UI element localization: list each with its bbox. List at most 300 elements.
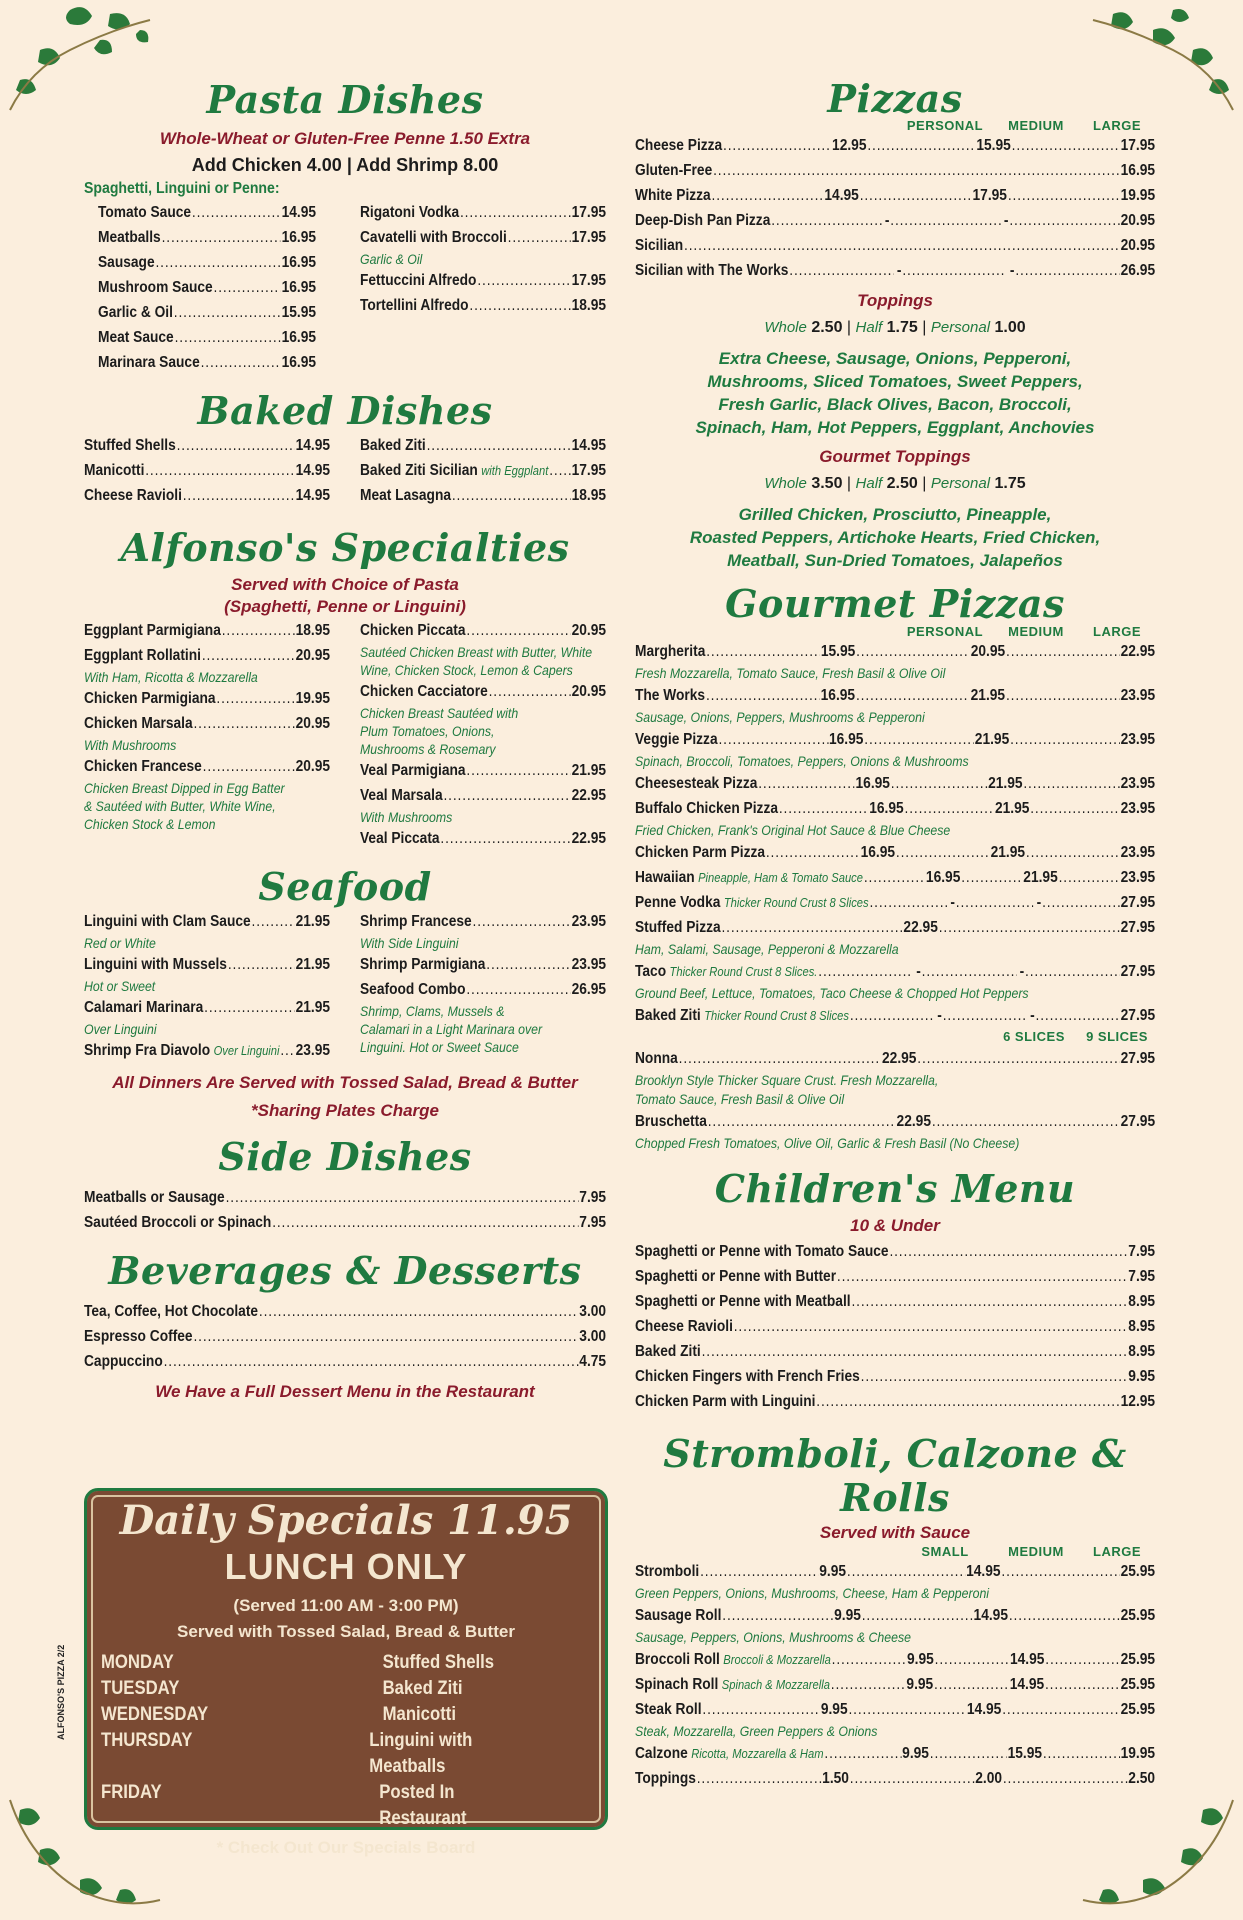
item-inline-note: Thicker Round Crust 8 Slices. bbox=[669, 964, 818, 979]
menu-item bbox=[360, 433, 606, 458]
leader-dots bbox=[961, 865, 1022, 890]
item-name: Sautéed Broccoli or Spinach bbox=[84, 1214, 272, 1231]
leader-dots bbox=[1012, 133, 1120, 158]
menu-item bbox=[98, 250, 316, 275]
item-price: 27.95 bbox=[1120, 1113, 1156, 1130]
specialties-right-list bbox=[360, 618, 606, 851]
header-large: LARGE bbox=[1093, 118, 1141, 133]
item-price: 14.95 bbox=[966, 1701, 1002, 1718]
item-price: 14.95 bbox=[824, 187, 859, 204]
item-name: Marinara Sauce bbox=[98, 354, 200, 371]
item-price: - bbox=[937, 1007, 942, 1024]
menu-item bbox=[635, 840, 1155, 865]
menu-item bbox=[360, 483, 606, 508]
g-header-large: LARGE bbox=[1093, 624, 1141, 639]
item-description: Mushrooms & Rosemary bbox=[360, 741, 496, 757]
item-price: 20.95 bbox=[295, 647, 331, 664]
daily-specials-days bbox=[87, 1650, 605, 1832]
leader-dots bbox=[280, 1038, 294, 1063]
menu-item bbox=[635, 1647, 1155, 1672]
header-9-slices: 9 SLICES bbox=[1086, 1029, 1148, 1044]
leader-dots bbox=[779, 796, 869, 821]
topping-line: Extra Cheese, Sausage, Onions, Pepperoni, bbox=[718, 349, 1072, 368]
leader-dots bbox=[1002, 1697, 1120, 1722]
seafood-items bbox=[84, 909, 606, 1063]
item-name: Cappuccino bbox=[84, 1353, 163, 1370]
leader-dots bbox=[956, 890, 1034, 915]
leader-dots bbox=[722, 1603, 833, 1628]
item-price: 20.95 bbox=[1120, 237, 1156, 254]
item-description: Plum Tomatoes, Onions, bbox=[360, 723, 495, 739]
leader-dots bbox=[460, 200, 571, 225]
menu-item bbox=[635, 1046, 1155, 1071]
day-dish: Stuffed Shells bbox=[382, 1652, 495, 1673]
item-price: 17.95 bbox=[972, 187, 1007, 204]
item-price: 9.95 bbox=[902, 1745, 929, 1762]
leader-dots bbox=[939, 915, 1120, 940]
menu-item bbox=[84, 1210, 606, 1235]
leader-dots bbox=[856, 683, 970, 708]
item-inline-note: Thicker Round Crust 8 Slices bbox=[723, 895, 869, 910]
leader-dots bbox=[228, 952, 295, 977]
leader-dots bbox=[850, 1766, 975, 1791]
children-list bbox=[635, 1239, 1155, 1414]
leader-dots bbox=[896, 840, 990, 865]
item-price: 25.95 bbox=[1120, 1701, 1156, 1718]
item-price: 3.00 bbox=[579, 1303, 607, 1320]
item-name: Spaghetti or Penne with Butter bbox=[635, 1268, 837, 1285]
item-price: 16.95 bbox=[1120, 162, 1156, 179]
item-name: Sausage bbox=[98, 254, 155, 271]
menu-item bbox=[635, 1559, 1155, 1584]
leader-dots bbox=[1023, 771, 1119, 796]
pizzas-list bbox=[635, 133, 1155, 283]
item-inline-note: Spinach & Mozzarella bbox=[721, 1677, 830, 1692]
item-description: Fresh Mozzarella, Tomato Sauce, Fresh Basil & Olive Oil bbox=[635, 665, 946, 681]
item-description: Chopped Fresh Tomatoes, Olive Oil, Garlic & Fresh Basil (No Cheese) bbox=[635, 1135, 1020, 1151]
children-note: 10 & Under bbox=[850, 1216, 940, 1235]
menu-item bbox=[635, 133, 1155, 158]
item-price: 14.95 bbox=[1009, 1676, 1045, 1693]
leader-dots bbox=[831, 1672, 906, 1697]
leader-dots bbox=[192, 200, 281, 225]
leader-dots bbox=[216, 686, 294, 711]
pizzas-title: Pizzas bbox=[827, 76, 963, 121]
item-name: Baked Ziti bbox=[635, 1343, 701, 1360]
item-name: Penne Vodka bbox=[635, 894, 721, 911]
menu-item bbox=[360, 909, 606, 934]
leader-dots bbox=[1006, 639, 1120, 664]
item-price: 18.95 bbox=[571, 487, 607, 504]
stromboli-note: Served with Sauce bbox=[819, 1523, 971, 1542]
item-description: Ham, Salami, Sausage, Pepperoni & Mozzarella bbox=[635, 941, 899, 957]
item-price: 19.95 bbox=[295, 690, 331, 707]
item-name: Linguini with Mussels bbox=[84, 956, 227, 973]
item-price: 16.95 bbox=[281, 329, 317, 346]
gourmet-toppings-list bbox=[635, 503, 1155, 572]
item-price: 22.95 bbox=[896, 1113, 931, 1130]
beverages-footer: We Have a Full Dessert Menu in the Restaurant bbox=[155, 1382, 535, 1401]
baked-right-list bbox=[360, 433, 606, 508]
item-price: 7.95 bbox=[579, 1214, 607, 1231]
leader-dots bbox=[706, 683, 820, 708]
item-description: & Sautéed with Butter, White Wine, bbox=[84, 798, 276, 814]
slices-headers bbox=[635, 1028, 1155, 1046]
day-name: FRIDAY bbox=[101, 1782, 162, 1803]
item-price: 16.95 bbox=[281, 279, 317, 296]
menu-item bbox=[635, 1603, 1155, 1628]
item-price: 21.95 bbox=[988, 775, 1023, 792]
item-price: 20.95 bbox=[970, 643, 1006, 660]
leader-dots bbox=[935, 1647, 1009, 1672]
item-price: 14.95 bbox=[281, 204, 317, 221]
leader-dots bbox=[702, 1339, 1128, 1364]
item-price: 1.50 bbox=[822, 1770, 849, 1787]
baked-title: Baked Dishes bbox=[197, 388, 493, 433]
g-personal-label: Personal bbox=[930, 475, 991, 492]
item-price: 21.95 bbox=[295, 999, 331, 1016]
leader-dots bbox=[758, 771, 854, 796]
leader-dots bbox=[1001, 1559, 1119, 1584]
item-price: 9.95 bbox=[834, 1607, 861, 1624]
specialties-left-list bbox=[84, 618, 330, 851]
item-description: Sautéed Chicken Breast with Butter, White bbox=[360, 644, 593, 660]
leader-dots bbox=[549, 458, 571, 483]
leader-dots bbox=[214, 275, 281, 300]
item-description: Red or White bbox=[84, 935, 156, 951]
menu-item bbox=[635, 1389, 1155, 1414]
item-name: Gluten-Free bbox=[635, 162, 713, 179]
g-header-medium: MEDIUM bbox=[1008, 624, 1064, 639]
menu-item bbox=[84, 754, 330, 779]
item-name: Baked Ziti bbox=[360, 437, 426, 454]
topping-line: Fresh Garlic, Black Olives, Bacon, Broccoli, bbox=[718, 395, 1072, 414]
seafood-left-list bbox=[84, 909, 330, 1063]
item-price: 19.95 bbox=[1120, 1745, 1156, 1762]
item-price: 21.95 bbox=[295, 956, 331, 973]
leader-dots bbox=[708, 1109, 896, 1134]
item-name: Meatballs bbox=[98, 229, 161, 246]
day-name: THURSDAY bbox=[101, 1730, 193, 1751]
menu-item bbox=[635, 959, 1155, 984]
menu-item bbox=[635, 1339, 1155, 1364]
leader-dots bbox=[718, 727, 828, 752]
item-name: Chicken Marsala bbox=[84, 715, 193, 732]
item-name: Cavatelli with Broccoli bbox=[360, 229, 507, 246]
leader-dots bbox=[1045, 1647, 1119, 1672]
gourmet-pizzas-title: Gourmet Pizzas bbox=[725, 581, 1065, 626]
pasta-note-add: Add Chicken 4.00 | Add Shrimp 8.00 bbox=[191, 155, 499, 175]
item-name: Toppings bbox=[635, 1770, 696, 1787]
item-inline-note: with Eggplant bbox=[481, 463, 549, 478]
leader-dots bbox=[847, 1559, 965, 1584]
item-name: Rigatoni Vodka bbox=[360, 204, 460, 221]
leader-dots bbox=[891, 771, 987, 796]
item-price: 4.75 bbox=[579, 1353, 607, 1370]
header-medium: MEDIUM bbox=[1008, 118, 1064, 133]
menu-item bbox=[635, 158, 1155, 183]
item-name: Tortellini Alfredo bbox=[360, 297, 469, 314]
leader-dots bbox=[917, 1046, 1119, 1071]
seafood-footer-2: *Sharing Plates Charge bbox=[250, 1101, 439, 1120]
leader-dots bbox=[1010, 727, 1120, 752]
leader-dots bbox=[477, 268, 570, 293]
item-name: Hawaiian bbox=[635, 869, 695, 886]
leader-dots bbox=[1009, 1603, 1120, 1628]
item-name: Chicken Piccata bbox=[360, 622, 466, 639]
item-price: 20.95 bbox=[295, 715, 331, 732]
leader-dots bbox=[713, 158, 1120, 183]
item-price: 7.95 bbox=[579, 1189, 607, 1206]
day-row bbox=[101, 1728, 545, 1780]
pasta-title: Pasta Dishes bbox=[206, 77, 484, 122]
item-name: Eggplant Rollatini bbox=[84, 647, 201, 664]
item-price: 23.95 bbox=[571, 913, 607, 930]
item-description: Ground Beef, Lettuce, Tomatoes, Taco Cheese & Chopped Hot Peppers bbox=[635, 985, 1029, 1001]
item-name: Nonna bbox=[635, 1050, 678, 1067]
menu-item bbox=[360, 679, 606, 704]
left-column bbox=[84, 0, 606, 1406]
leader-dots bbox=[427, 433, 571, 458]
leader-dots bbox=[177, 433, 295, 458]
item-inline-note: Pineapple, Ham & Tomato Sauce bbox=[698, 870, 863, 885]
item-name: Tea, Coffee, Hot Chocolate bbox=[84, 1303, 259, 1320]
menu-item bbox=[635, 915, 1155, 940]
personal-price: 1.00 bbox=[994, 319, 1026, 336]
item-name: Veal Piccata bbox=[360, 830, 440, 847]
leader-dots bbox=[145, 458, 294, 483]
slice-pizzas-list bbox=[635, 1046, 1155, 1153]
item-price: 14.95 bbox=[295, 437, 331, 454]
menu-item bbox=[635, 890, 1155, 915]
item-name: Mushroom Sauce bbox=[98, 279, 213, 296]
item-price: 22.95 bbox=[882, 1050, 917, 1067]
item-name: Cheesesteak Pizza bbox=[635, 775, 758, 792]
toppings-pricing: Whole 2.50 | Half 1.75 | Personal 1.00 bbox=[764, 319, 1026, 336]
leader-dots bbox=[466, 977, 570, 1002]
item-name: Seafood Combo bbox=[360, 981, 466, 998]
leader-dots bbox=[473, 909, 571, 934]
item-name: Sausage Roll bbox=[635, 1607, 722, 1624]
item-name: Linguini with Clam Sauce bbox=[84, 913, 251, 930]
item-name: Chicken Parm with Linguini bbox=[635, 1393, 816, 1410]
leader-dots bbox=[848, 1697, 966, 1722]
s-header-large: LARGE bbox=[1093, 1544, 1141, 1559]
item-name: Stuffed Shells bbox=[84, 437, 176, 454]
menu-item bbox=[635, 183, 1155, 208]
leader-dots bbox=[890, 208, 1000, 233]
item-price: - bbox=[1003, 212, 1009, 229]
daily-specials-served: Served with Tossed Salad, Bread & Butter bbox=[177, 1622, 515, 1641]
item-description: Linguini. Hot or Sweet Sauce bbox=[360, 1039, 519, 1055]
day-row bbox=[101, 1702, 545, 1728]
item-name: Veal Marsala bbox=[360, 787, 443, 804]
item-price: 14.95 bbox=[295, 487, 331, 504]
item-inline-note: Broccoli & Mozzarella bbox=[723, 1652, 831, 1667]
item-description: Hot or Sweet bbox=[84, 978, 156, 994]
item-price: 27.95 bbox=[1120, 1050, 1156, 1067]
item-name: Calamari Marinara bbox=[84, 999, 204, 1016]
leader-dots bbox=[712, 183, 824, 208]
leader-dots bbox=[469, 293, 570, 318]
item-name: Stromboli bbox=[635, 1563, 700, 1580]
item-price: 21.95 bbox=[1023, 869, 1058, 886]
gourmet-toppings-title: Gourmet Toppings bbox=[819, 447, 971, 466]
item-description: With Side Linguini bbox=[360, 935, 459, 951]
leader-dots bbox=[452, 483, 571, 508]
leader-dots bbox=[943, 1003, 1027, 1028]
item-name: Meat Sauce bbox=[98, 329, 174, 346]
item-price: 23.95 bbox=[1120, 775, 1156, 792]
item-name: Steak Roll bbox=[635, 1701, 702, 1718]
leader-dots bbox=[851, 1289, 1127, 1314]
day-row bbox=[101, 1676, 545, 1702]
daily-specials-subtitle: LUNCH ONLY bbox=[224, 1546, 468, 1587]
item-name: The Works bbox=[635, 687, 706, 704]
leader-dots bbox=[203, 754, 295, 779]
item-price: 18.95 bbox=[571, 297, 607, 314]
item-name: White Pizza bbox=[635, 187, 711, 204]
s-header-medium: MEDIUM bbox=[1008, 1544, 1064, 1559]
leader-dots bbox=[860, 183, 972, 208]
leader-dots bbox=[734, 1314, 1128, 1339]
menu-item bbox=[84, 458, 330, 483]
daily-specials-title: Daily Specials 11.95 bbox=[119, 1497, 573, 1544]
item-name: Calzone bbox=[635, 1745, 688, 1762]
leader-dots bbox=[902, 258, 1006, 283]
item-name: Cheese Ravioli bbox=[84, 487, 182, 504]
g-half-label: Half bbox=[855, 475, 883, 492]
leader-dots bbox=[837, 1264, 1128, 1289]
leader-dots bbox=[818, 959, 913, 984]
leader-dots bbox=[222, 618, 295, 643]
item-inline-note: Over Linguini bbox=[213, 1043, 280, 1058]
menu-item bbox=[360, 618, 606, 643]
leader-dots bbox=[771, 208, 881, 233]
menu-item bbox=[84, 952, 330, 977]
item-price: 21.95 bbox=[571, 762, 607, 779]
menu-item bbox=[635, 1697, 1155, 1722]
sides-list bbox=[84, 1185, 606, 1235]
leader-dots bbox=[723, 133, 831, 158]
menu-item bbox=[635, 1239, 1155, 1264]
day-name: MONDAY bbox=[101, 1652, 174, 1673]
item-description: Fried Chicken, Frank's Original Hot Sauce & Blue Cheese bbox=[635, 822, 951, 838]
item-inline-note: Thicker Round Crust 8 Slices bbox=[704, 1008, 849, 1023]
item-price: 23.95 bbox=[1120, 844, 1156, 861]
menu-item bbox=[635, 258, 1155, 283]
menu-item bbox=[635, 865, 1155, 890]
menu-item bbox=[98, 350, 316, 375]
menu-item bbox=[635, 1264, 1155, 1289]
leader-dots bbox=[824, 1741, 901, 1766]
item-price: 12.95 bbox=[1120, 1393, 1156, 1410]
toppings-title: Toppings bbox=[857, 291, 933, 310]
menu-item bbox=[635, 1672, 1155, 1697]
item-price: 7.95 bbox=[1128, 1268, 1156, 1285]
leader-dots bbox=[869, 890, 947, 915]
item-description: Shrimp, Clams, Mussels & bbox=[360, 1003, 505, 1019]
item-price: 14.95 bbox=[966, 1563, 1001, 1580]
half-price: 1.75 bbox=[886, 319, 918, 336]
item-price: 16.95 bbox=[860, 844, 896, 861]
specialties-note-2: (Spaghetti, Penne or Linguini) bbox=[224, 597, 466, 616]
leader-dots bbox=[864, 865, 925, 890]
menu-item bbox=[360, 952, 606, 977]
menu-item bbox=[635, 208, 1155, 233]
gourmet-toppings-pricing: Whole 3.50 | Half 2.50 | Personal 1.75 bbox=[764, 475, 1026, 492]
item-price: 21.95 bbox=[974, 731, 1010, 748]
item-name: Baked Ziti Sicilian bbox=[360, 462, 478, 479]
g-personal-price: 1.75 bbox=[994, 475, 1026, 492]
item-name: Veggie Pizza bbox=[635, 731, 718, 748]
item-price: 21.95 bbox=[295, 913, 331, 930]
menu-item bbox=[98, 275, 316, 300]
leader-dots bbox=[1003, 1766, 1128, 1791]
leader-dots bbox=[766, 840, 860, 865]
leader-dots bbox=[440, 826, 570, 851]
item-price: 17.95 bbox=[571, 462, 607, 479]
pasta-items bbox=[84, 200, 606, 375]
item-price: 15.95 bbox=[976, 137, 1011, 154]
menu-item bbox=[84, 1299, 606, 1324]
stromboli-size-headers bbox=[635, 1544, 1155, 1559]
seafood-right-list bbox=[360, 909, 606, 1063]
leader-dots bbox=[1042, 890, 1120, 915]
leader-dots bbox=[684, 233, 1120, 258]
item-price: 3.00 bbox=[579, 1328, 607, 1345]
item-price: 9.95 bbox=[906, 1676, 934, 1693]
leader-dots bbox=[1043, 1741, 1120, 1766]
item-name: Fettuccini Alfredo bbox=[360, 272, 477, 289]
beverages-title: Beverages & Desserts bbox=[108, 1248, 582, 1293]
item-description: Chicken Breast Sautéed with bbox=[360, 705, 519, 721]
specialties-note-1: Served with Choice of Pasta bbox=[231, 575, 459, 594]
leader-dots bbox=[174, 300, 281, 325]
item-name: Chicken Francese bbox=[84, 758, 202, 775]
stromboli-title: Stromboli, Calzone & Rolls bbox=[663, 1431, 1127, 1520]
topping-line: Grilled Chicken, Prosciutto, Pineapple, bbox=[738, 505, 1052, 524]
menu-item bbox=[635, 1741, 1155, 1766]
item-description: Green Peppers, Onions, Mushrooms, Cheese, Ham & Pepperoni bbox=[635, 1585, 990, 1601]
menu-item bbox=[360, 826, 606, 851]
leader-dots bbox=[934, 1672, 1009, 1697]
item-name: Spinach Roll bbox=[635, 1676, 719, 1693]
leader-dots bbox=[466, 758, 570, 783]
leader-dots bbox=[1030, 796, 1120, 821]
item-price: 25.95 bbox=[1120, 1651, 1156, 1668]
item-description: Sausage, Peppers, Onions, Mushrooms & Cheese bbox=[635, 1629, 911, 1645]
menu-item bbox=[84, 686, 330, 711]
leader-dots bbox=[1009, 208, 1119, 233]
leader-dots bbox=[204, 995, 295, 1020]
item-price: 9.95 bbox=[820, 1701, 848, 1718]
leader-dots bbox=[443, 783, 570, 808]
menu-item bbox=[360, 758, 606, 783]
menu-item bbox=[360, 293, 606, 318]
item-price: 18.95 bbox=[295, 622, 331, 639]
topping-line: Mushrooms, Sliced Tomatoes, Sweet Peppers, bbox=[707, 372, 1083, 391]
item-description: Garlic & Oil bbox=[360, 251, 423, 267]
item-name: Taco bbox=[635, 963, 667, 980]
item-name: Chicken Parmigiana bbox=[84, 690, 216, 707]
daily-specials-hours: (Served 11:00 AM - 3:00 PM) bbox=[233, 1596, 459, 1615]
gourmet-size-headers bbox=[635, 624, 1155, 639]
leader-dots bbox=[832, 1647, 906, 1672]
menu-item bbox=[84, 643, 330, 668]
item-price: 17.95 bbox=[571, 229, 607, 246]
item-description: Spinach, Broccoli, Tomatoes, Peppers, Onions & Mushrooms bbox=[635, 753, 969, 769]
